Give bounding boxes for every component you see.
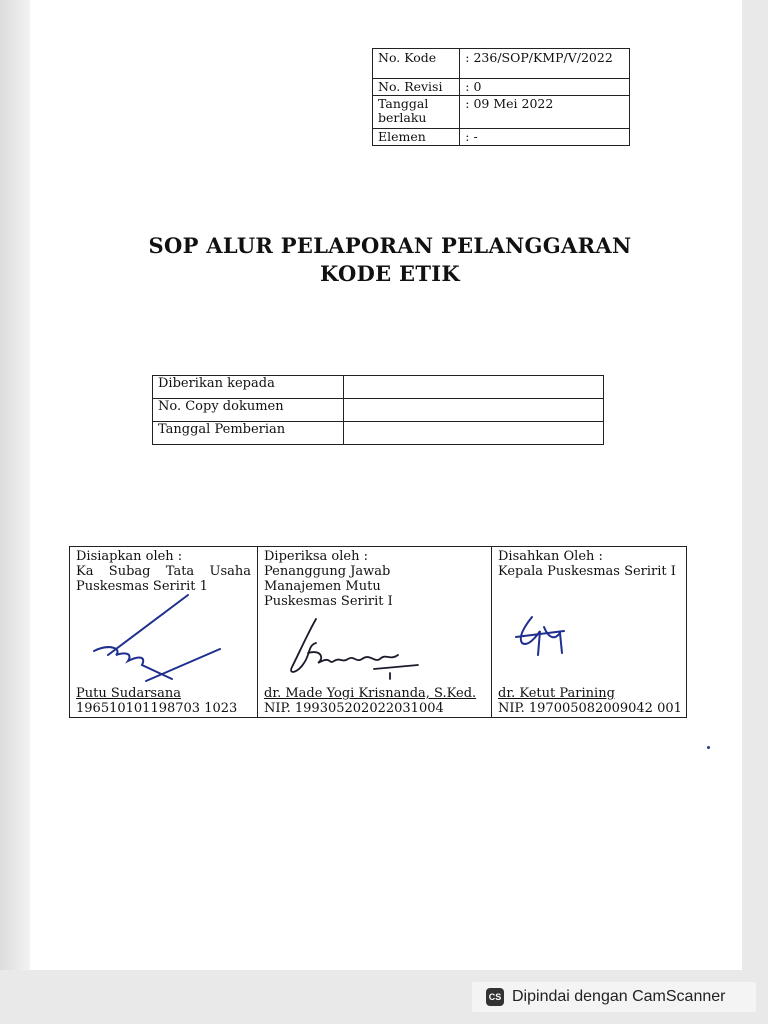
diberikan-kepada-label: Diberikan kepada [153,376,344,399]
prepared-name: Putu Sudarsana [76,686,181,701]
elemen-value: : - [460,129,630,146]
checked-name: dr. Made Yogi Krisnanda, S.Ked. [264,686,477,701]
scan-edge [0,0,30,970]
diberikan-kepada-value [344,376,604,399]
approved-role-line-1: Kepala Puskesmas Seririt I [498,564,676,579]
prepared-role-line-2: Puskesmas Seririt 1 [76,579,208,594]
camscanner-watermark [472,982,756,1012]
prepared-id: 196510101198703 1023 [76,701,238,716]
checked-signatory [264,686,487,716]
checked-id: NIP. 199305202022031004 [264,701,444,716]
checked-by-cell [258,547,492,718]
checked-signature-icon [278,615,428,681]
signature-table [69,546,687,718]
tanggal-berlaku-label: Tanggal berlaku [373,96,460,129]
tanggal-pemberian-value [344,422,604,445]
distribution-table [152,375,604,445]
ink-speck [707,746,710,749]
checked-role-line-1: Penanggung Jawab [264,564,391,579]
no-copy-label: No. Copy dokumen [153,399,344,422]
checked-role-line-2: Manajemen Mutu [264,579,381,594]
elemen-label: Elemen [373,129,460,146]
no-revisi-value: : 0 [460,79,630,96]
title-line-2: KODE ETIK [320,261,460,286]
approved-signature-icon [514,613,574,659]
prepared-signatory [76,686,253,716]
checked-heading: Diperiksa oleh : [264,549,368,564]
prepared-signature-icon [80,591,230,686]
no-copy-value [344,399,604,422]
camscanner-label: Dipindai dengan CamScanner [512,988,726,1005]
approved-name: dr. Ketut Parining [498,686,615,701]
prepared-heading: Disiapkan oleh : [76,549,183,564]
camscanner-icon: CS [486,988,504,1006]
approved-heading: Disahkan Oleh : [498,549,603,564]
tanggal-pemberian-label: Tanggal Pemberian [153,422,344,445]
prepared-role-line-1: Ka Subag Tata Usaha [76,564,251,579]
approved-by-cell [492,547,687,718]
approved-id: NIP. 197005082009042 001 [498,701,682,716]
no-revisi-label: No. Revisi [373,79,460,96]
checked-role-line-3: Puskesmas Seririt I [264,594,393,609]
prepared-by-cell [70,547,258,718]
no-kode-value: : 236/SOP/KMP/V/2022 [460,49,630,79]
no-kode-label: No. Kode [373,49,460,79]
tanggal-berlaku-value: : 09 Mei 2022 [460,96,630,129]
document-code-table [372,48,630,146]
document-title [60,232,720,288]
title-line-1: SOP ALUR PELAPORAN PELANGGARAN [148,233,632,258]
approved-signatory [498,686,682,716]
